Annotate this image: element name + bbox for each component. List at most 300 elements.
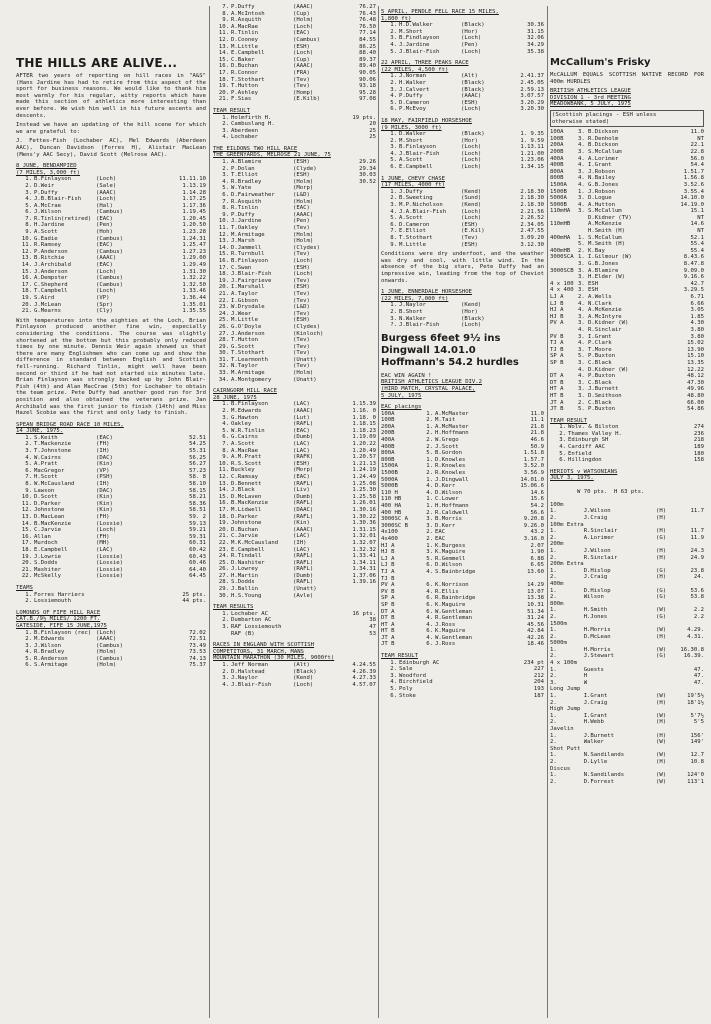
result-cell: (Tev) [293,297,310,304]
result-row [381,195,544,202]
result-cell: 12. [21,507,32,514]
result-cell: 1500m [550,620,567,627]
result-cell [656,640,674,647]
result-cell: (L&D) [293,304,310,311]
result-cell [329,212,376,219]
result-cell: (W) [656,646,667,653]
result-row [16,521,206,528]
result-row [213,586,376,593]
result-cell: (Loch) [461,157,482,164]
result-cell: 29. [218,586,229,593]
result-cell: 6. [25,467,32,474]
result-cell: 23. [218,546,229,553]
result-cell: 3. [578,346,585,353]
result-row [16,249,206,256]
result-cell: 2. [25,598,32,605]
result-cell: 400 HA [381,503,402,509]
result-cell: (Loch) [461,35,482,42]
result-cell [656,667,674,674]
result-cell: High Jump [550,706,581,713]
result-cell: 8.47.8 [683,261,704,268]
result-cell: DT B [550,379,564,386]
result-cell: (L&D) [293,192,310,199]
result-cell: (Kinloch) [293,330,324,337]
result-cell: 76.48 [359,17,376,24]
result-cell: 11. [21,242,32,249]
result-cell: 15.10 [687,353,704,360]
result-cell: (W) [656,778,667,785]
result-row [381,100,544,107]
result-cell: 1.33.46 [182,288,206,295]
result-row [213,44,376,51]
result-cell: D.Walker [399,131,426,138]
result-cell: 3. [578,148,585,155]
result-cell [656,340,674,347]
result-cell: 6. [426,582,433,589]
result-cell: 800B [381,456,395,463]
result-cell [656,281,674,288]
result-row [550,673,704,680]
result-cell: 22. [218,297,229,304]
result-row [16,209,206,216]
result-cell: S.Dodds [34,560,58,567]
result-cell: (Clyde) [293,165,317,172]
result-cell: Lochaber AC [231,610,269,617]
result-cell: (Loch) [461,150,482,157]
result-cell: Johnstone [231,520,262,527]
result-cell: D.Parker [34,500,61,507]
result-row [550,334,704,341]
result-cell: 4. [426,568,433,575]
burgess-headline [381,333,544,369]
result-cell: 4. [578,340,585,347]
result-row [213,291,376,298]
result-cell: 2. [550,758,557,765]
result-cell: Jeff Norman [231,662,269,668]
result-row [16,560,206,567]
result-cell: Birchfield [399,679,433,686]
result-cell: LJ A [381,555,395,562]
result-cell: H.Elder (W) [588,274,626,281]
result-cell: (Unatt) [293,586,317,593]
result-cell: 1.25.08 [352,480,376,487]
result-cell: 17. [21,281,32,288]
result-cell: (Unatt) [293,376,317,383]
section-title: THE EILDONS TWO HILL RACE THE GREENYARDS, MELROSE 21 JUNE, 75 [213,145,331,159]
result-row [550,400,704,407]
result-cell: 6. [25,209,32,216]
result-cell: (Cambus) [96,642,123,649]
result-cell [674,766,704,773]
result-cell: 5. [25,655,32,662]
result-cell: S.Dodds [231,579,255,586]
result-cell: 90.05 [359,69,376,76]
result-cell: TJ A [550,340,564,347]
result-row [381,516,544,523]
result-cell: 4. [559,444,566,451]
result-row [550,327,704,334]
result-row [213,331,376,338]
result-row [381,242,544,249]
result-row [16,540,206,547]
result-cell: 56.6 [530,509,544,516]
result-row [213,553,376,560]
result-cell: 11. [218,467,229,474]
result-cell: 400mHB [550,247,571,254]
result-row [213,284,376,291]
result-cell: 13. [21,255,32,262]
result-cell [656,215,674,222]
result-cell: J.Robson [588,168,615,175]
result-cell: G.Scott [231,343,255,350]
result-row [550,451,704,458]
section-title: 22 APRIL, THREE PEAKS RACE (22 MILES, 4,500 ft) [381,60,469,73]
result-cell: 1.24.31 [182,235,206,242]
result-cell: (ESH) [461,241,478,248]
result-row [381,235,544,242]
result-cell: (Hor) [461,28,478,35]
result-cell: (Black) [461,86,485,93]
result-cell: A.Dempster [34,275,68,282]
column-divider [209,6,210,1018]
column-4 [550,4,704,785]
result-row [381,444,544,451]
result-cell: HT A [381,621,395,628]
result-row [16,643,206,650]
result-cell: 22.8 [690,148,704,155]
result-cell: D.Bennett [231,480,262,487]
result-row [550,561,704,568]
result-cell: K.Maguire [435,601,466,608]
result-cell: 6. [426,595,433,602]
result-cell [674,621,704,628]
section-title: 1 JUNE, CHEVY CHASE (17 MILES, 4000 ft) [381,175,445,189]
result-row [550,541,704,548]
result-cell: Poly [399,686,413,693]
result-cell: 3. [578,320,585,327]
result-cell: N.Taylor [231,363,258,370]
result-cell: (Tev) [293,337,310,344]
result-cell: (G) [656,613,667,620]
result-cell: 3. [559,437,566,444]
section-title: BRITISH ATHLETICS LEAGUE DIV.2 (HIRD MATCH, CRYSTAL PALACE, 5 JULY, 1975 [381,379,483,399]
result-cell: J.Lowrie [34,553,61,560]
result-cell: J.Dingwall [435,476,469,483]
result-row [550,136,704,143]
result-row [550,746,704,753]
result-cell: 14.10.0 [680,195,704,202]
result-cell [656,541,674,548]
result-row [550,502,704,509]
result-cell: 1.32.01 [352,533,376,540]
result-row [16,282,206,289]
result-cell: G.Mearns [34,308,61,315]
result-cell: 6. [426,628,433,635]
result-cell: 25 pts. [182,591,206,598]
result-cell: B.Dickson [588,142,619,149]
result-cell: G.B.Jones [588,261,619,268]
result-cell: (Kend) [461,302,482,309]
result-cell: 3. [222,172,229,179]
result-cell: 11. [218,30,229,37]
result-cell: K.Bay [588,247,605,254]
result-cell: S.Bainbridge [435,568,476,575]
result-cell [329,251,376,258]
result-cell: 3. [25,448,32,455]
result-cell: (H) [656,758,667,765]
result-cell: 2.07 [530,542,544,549]
result-cell: 6. [426,641,433,648]
result-cell: 47. [693,666,704,673]
result-cell: 47 [369,624,376,631]
result-cell: 23. [218,304,229,311]
result-cell: (Holm) [293,370,314,377]
result-cell [656,162,674,169]
result-cell: R.Ramsey [34,242,61,249]
result-cell: 110 HB [381,496,402,503]
result-cell [656,287,674,294]
result-cell: 1. [550,772,557,779]
result-row [550,719,704,726]
result-cell: 800A [550,168,564,175]
result-cell: M.Armitage [231,231,265,238]
result-cell: 48.12 [687,373,704,380]
result-cell: Sale [399,666,413,673]
result-cell: W.Gentleman [435,608,473,615]
result-cell: 2. [222,668,229,675]
result-cell: (Cambus) [96,281,123,288]
result-cell: 1.51.8 [523,450,544,457]
result-row [550,621,704,628]
result-cell: A.Pratt [34,461,58,468]
result-cell: 4. [578,175,585,182]
result-cell: 3. [578,386,585,393]
result-row [381,73,544,80]
result-cell [329,265,376,272]
result-cell: J.Burnett [588,386,619,393]
result-cell: A.Wells [588,294,612,300]
result-cell [329,278,376,285]
result-cell: S.Aird [34,295,55,301]
result-row [381,437,544,444]
result-cell: (G) [656,594,667,601]
result-cell [329,199,376,206]
result-row [16,573,206,580]
section-title: TEAMS [16,584,33,591]
result-cell: 1. [426,456,433,463]
result-cell [550,274,578,281]
race-section [16,422,206,580]
section-title: TEAM RESULT [381,653,419,660]
result-cell: 52.51 [189,434,206,441]
result-cell: 4. [426,588,433,595]
result-cell: 16 pts. [352,610,376,617]
result-cell: A.Hutton [588,201,615,208]
result-cell: 51.34 [527,608,544,615]
result-cell: Cambuslang H. [231,121,275,128]
result-cell: 1. [550,712,557,719]
result-row [213,30,376,37]
result-cell: 110mHB [550,221,571,228]
result-cell: B.Sweeting [399,195,433,202]
result-cell: 3. [390,202,397,209]
result-row [213,63,376,70]
result-cell: 4. [390,150,397,157]
result-cell: J.Blair-Fish [399,322,440,329]
result-cell: 2. [390,28,397,35]
result-cell [584,522,656,529]
result-cell: 60.31 [189,540,206,547]
result-row [16,216,206,223]
result-cell: (AAAC) [293,63,314,70]
result-cell: 44 pts. [182,598,206,605]
result-cell: D.Halstead [231,668,265,675]
result-cell: 1. [578,254,585,261]
result-cell: 6. [426,562,433,569]
result-row [213,540,376,547]
result-cell: SP A [381,595,395,602]
result-row [213,434,376,441]
result-cell: Lochaber [231,134,258,141]
result-cell: 3. [578,129,585,136]
result-row [213,179,376,186]
result-row [213,401,376,408]
result-row [213,573,376,580]
result-cell: 2. [550,719,557,726]
result-cell: 15. [218,251,229,258]
result-cell: (EAC) [293,473,310,480]
result-cell: 9. [222,211,229,218]
result-cell: (Loch) [461,144,482,151]
result-cell [550,367,578,374]
result-cell: 2. [25,182,32,189]
result-row [16,236,206,243]
result-cell: B.Finlayson [231,257,269,264]
result-row [550,508,704,515]
result-cell: N.Sandilands [583,772,625,779]
result-cell: 1.31.30 [182,268,206,275]
result-cell [578,215,588,222]
result-cell: E.Campbell [34,546,68,553]
result-cell: 1. [390,131,397,138]
result-cell: 89.37 [359,56,376,63]
result-cell: (Tev) [293,310,310,317]
result-row [213,448,376,455]
result-cell: (ESH) [293,317,310,324]
result-cell: 1.32.07 [352,539,376,546]
result-cell: TJ A [381,568,395,575]
result-cell [674,746,704,753]
result-cell: (Cambus) [96,275,123,282]
result-cell [656,142,674,149]
result-cell: 16. [218,63,229,70]
result-row [550,667,704,674]
result-row [381,450,544,457]
result-row [550,660,704,667]
result-cell: (Holm) [96,649,117,656]
result-cell: 20. [21,560,32,567]
result-cell: 400A [550,155,564,162]
result-cell: P.Duffy [34,189,58,196]
result-cell: MacGregor [34,467,65,474]
result-cell: (Tev) [293,290,310,297]
result-row [550,779,704,786]
result-row [550,189,704,196]
result-cell: 1.33.41 [352,553,376,560]
result-cell: 75.37 [189,662,206,669]
result-row [381,417,544,424]
result-cell [584,686,656,693]
result-cell [329,258,376,265]
result-cell: 12. [218,231,229,238]
result-row [381,35,544,42]
result-cell: 5. [390,99,397,106]
result-cell: 14. [21,520,32,527]
result-cell: 21. [21,308,32,315]
result-cell [329,291,376,298]
result-cell [550,241,578,248]
result-cell: 1. [550,646,557,653]
result-cell: 5000A [381,476,398,483]
result-cell: 1. [426,423,433,430]
result-row [550,759,704,766]
result-row [381,562,544,569]
result-cell: 4.27.33 [352,675,376,682]
result-row [381,316,544,323]
result-cell: 10. [21,494,32,501]
result-cell: 64.40 [189,566,206,573]
result-row [213,514,376,521]
result-cell: (Dumb) [293,493,314,500]
result-cell: J.B.Blair-Fish [34,196,82,203]
result-cell: (Loch) [96,268,117,275]
result-cell: 4. [426,615,433,622]
result-cell: Shot Putt [550,745,581,752]
result-row [381,609,544,616]
result-cell: 1. [222,114,229,121]
result-cell: R.Bradley [231,178,262,185]
result-cell: 400m [550,580,564,587]
result-cell: 1.26.01 [352,500,376,507]
result-row [213,278,376,285]
result-cell: (ESH) [293,159,310,166]
result-row [213,624,376,631]
result-cell: 19. [218,520,229,527]
result-cell: 100A [381,410,395,417]
result-cell: 6. [222,192,229,199]
result-cell: 3. [222,675,229,682]
result-cell: 12.22 [687,366,704,373]
result-cell: (Loch) [461,215,482,222]
result-cell: 15. [21,268,32,275]
result-row [550,248,704,255]
result-cell: EAC [435,529,446,536]
result-cell: 10.31 [527,601,544,608]
result-row [550,607,704,614]
result-cell: 2. [550,534,557,541]
result-cell: 1. [550,627,557,634]
result-cell: ?. [390,322,397,329]
result-cell: (Dumb) [293,572,314,579]
result-cell [656,202,674,209]
result-cell: D.Kidner (TV) [588,214,632,221]
result-row [381,42,544,49]
result-cell: 1.14.28 [182,189,206,196]
result-cell: 52.1 [690,234,704,241]
result-row [213,11,376,18]
result-cell: 18. [218,271,229,278]
result-cell: (PSH) [96,474,113,481]
